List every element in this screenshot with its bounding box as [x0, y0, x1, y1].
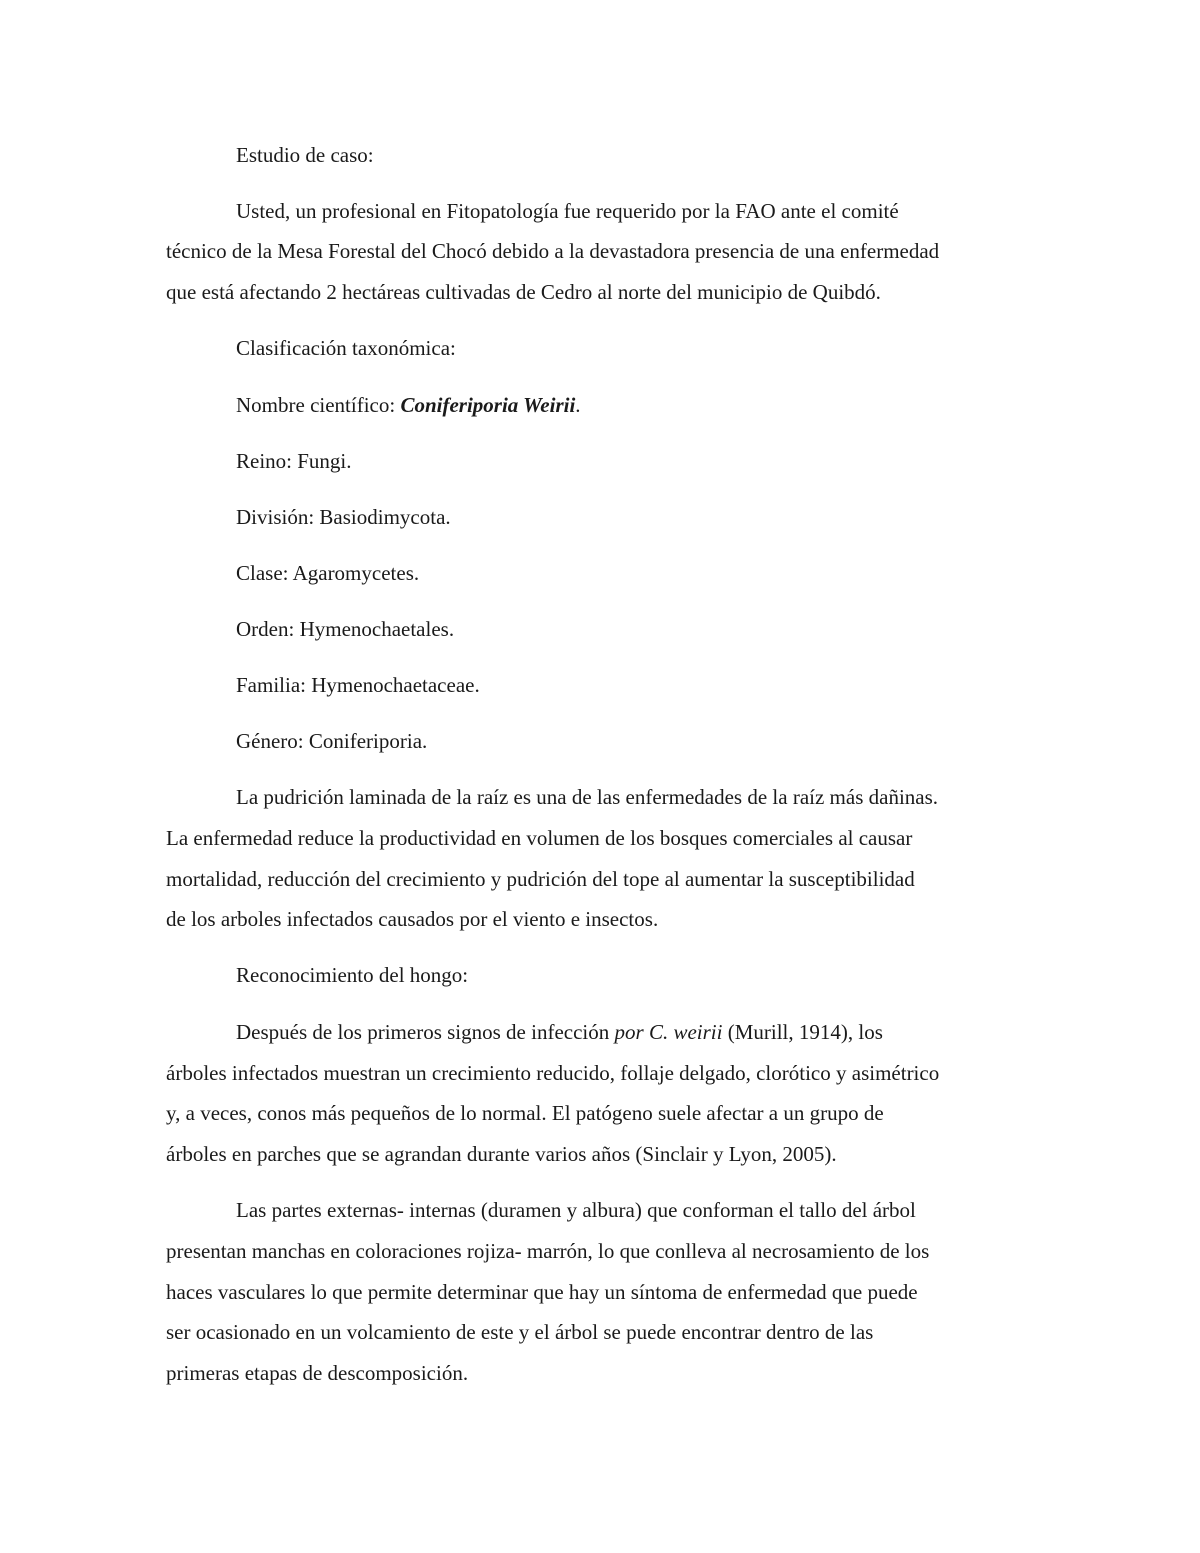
taxonomy-title: Clasificación taxonómica:: [236, 336, 456, 360]
recognition-title: Reconocimiento del hongo:: [236, 963, 469, 987]
recognition-line: y, a veces, conos más pequeños de lo normal. El patógeno suele afectar a un grupo de: [166, 1101, 884, 1125]
intro-line: técnico de la Mesa Forestal del Chocó debido a la devastadora presencia de una enfermedad: [166, 239, 940, 263]
taxonomy-reino: Reino: Fungi.: [236, 449, 352, 473]
disease-line: La pudrición laminada de la raíz es una de las enfermedades de la raíz más dañinas.: [236, 785, 939, 809]
recognition-text: (Murill, 1914), los: [722, 1020, 883, 1044]
parts-line: presentan manchas en coloraciones rojiza- marrón, lo que conlleva al necrosamiento de los: [166, 1239, 930, 1263]
case-study-heading: Estudio de caso:: [236, 143, 374, 167]
scientific-name-label: Nombre científico:: [236, 393, 401, 417]
taxonomy-genero: Género: Coniferiporia.: [236, 729, 428, 753]
taxonomy-familia: Familia: Hymenochaetaceae.: [236, 673, 480, 697]
intro-line: que está afectando 2 hectáreas cultivadas de Cedro al norte del municipio de Quibdó.: [166, 280, 881, 304]
recognition-line: árboles infectados muestran un crecimiento reducido, follaje delgado, clorótico y asimétrico: [166, 1061, 940, 1085]
species-citation: por C. weirii: [614, 1020, 723, 1044]
disease-line: La enfermedad reduce la productividad en volumen de los bosques comerciales al causar: [166, 826, 913, 850]
taxonomy-division: División: Basiodimycota.: [236, 505, 451, 529]
recognition-text: Después de los primeros signos de infección: [236, 1020, 615, 1044]
scientific-name-line: [236, 393, 581, 417]
parts-line: primeras etapas de descomposición.: [166, 1361, 469, 1385]
parts-line: Las partes externas- internas (duramen y albura) que conforman el tallo del árbol: [236, 1198, 916, 1222]
recognition-line: árboles en parches que se agrandan durante varios años (Sinclair y Lyon, 2005).: [166, 1142, 837, 1166]
scientific-name-end: .: [575, 393, 581, 417]
disease-line: de los arboles infectados causados por el viento e insectos.: [166, 907, 659, 931]
intro-line: Usted, un profesional en Fitopatología fue requerido por la FAO ante el comité: [236, 199, 899, 223]
disease-line: mortalidad, reducción del crecimiento y pudrición del tope al aumentar la susceptibilidad: [166, 867, 915, 891]
parts-line: haces vasculares lo que permite determinar que hay un síntoma de enfermedad que puede: [166, 1280, 918, 1304]
taxonomy-orden: Orden: Hymenochaetales.: [236, 617, 455, 641]
scientific-name: Coniferiporia Weirii: [400, 393, 576, 417]
parts-line: ser ocasionado en un volcamiento de este y el árbol se puede encontrar dentro de las: [166, 1320, 874, 1344]
taxonomy-clase: Clase: Agaromycetes.: [236, 561, 420, 585]
recognition-line: [236, 1020, 883, 1044]
